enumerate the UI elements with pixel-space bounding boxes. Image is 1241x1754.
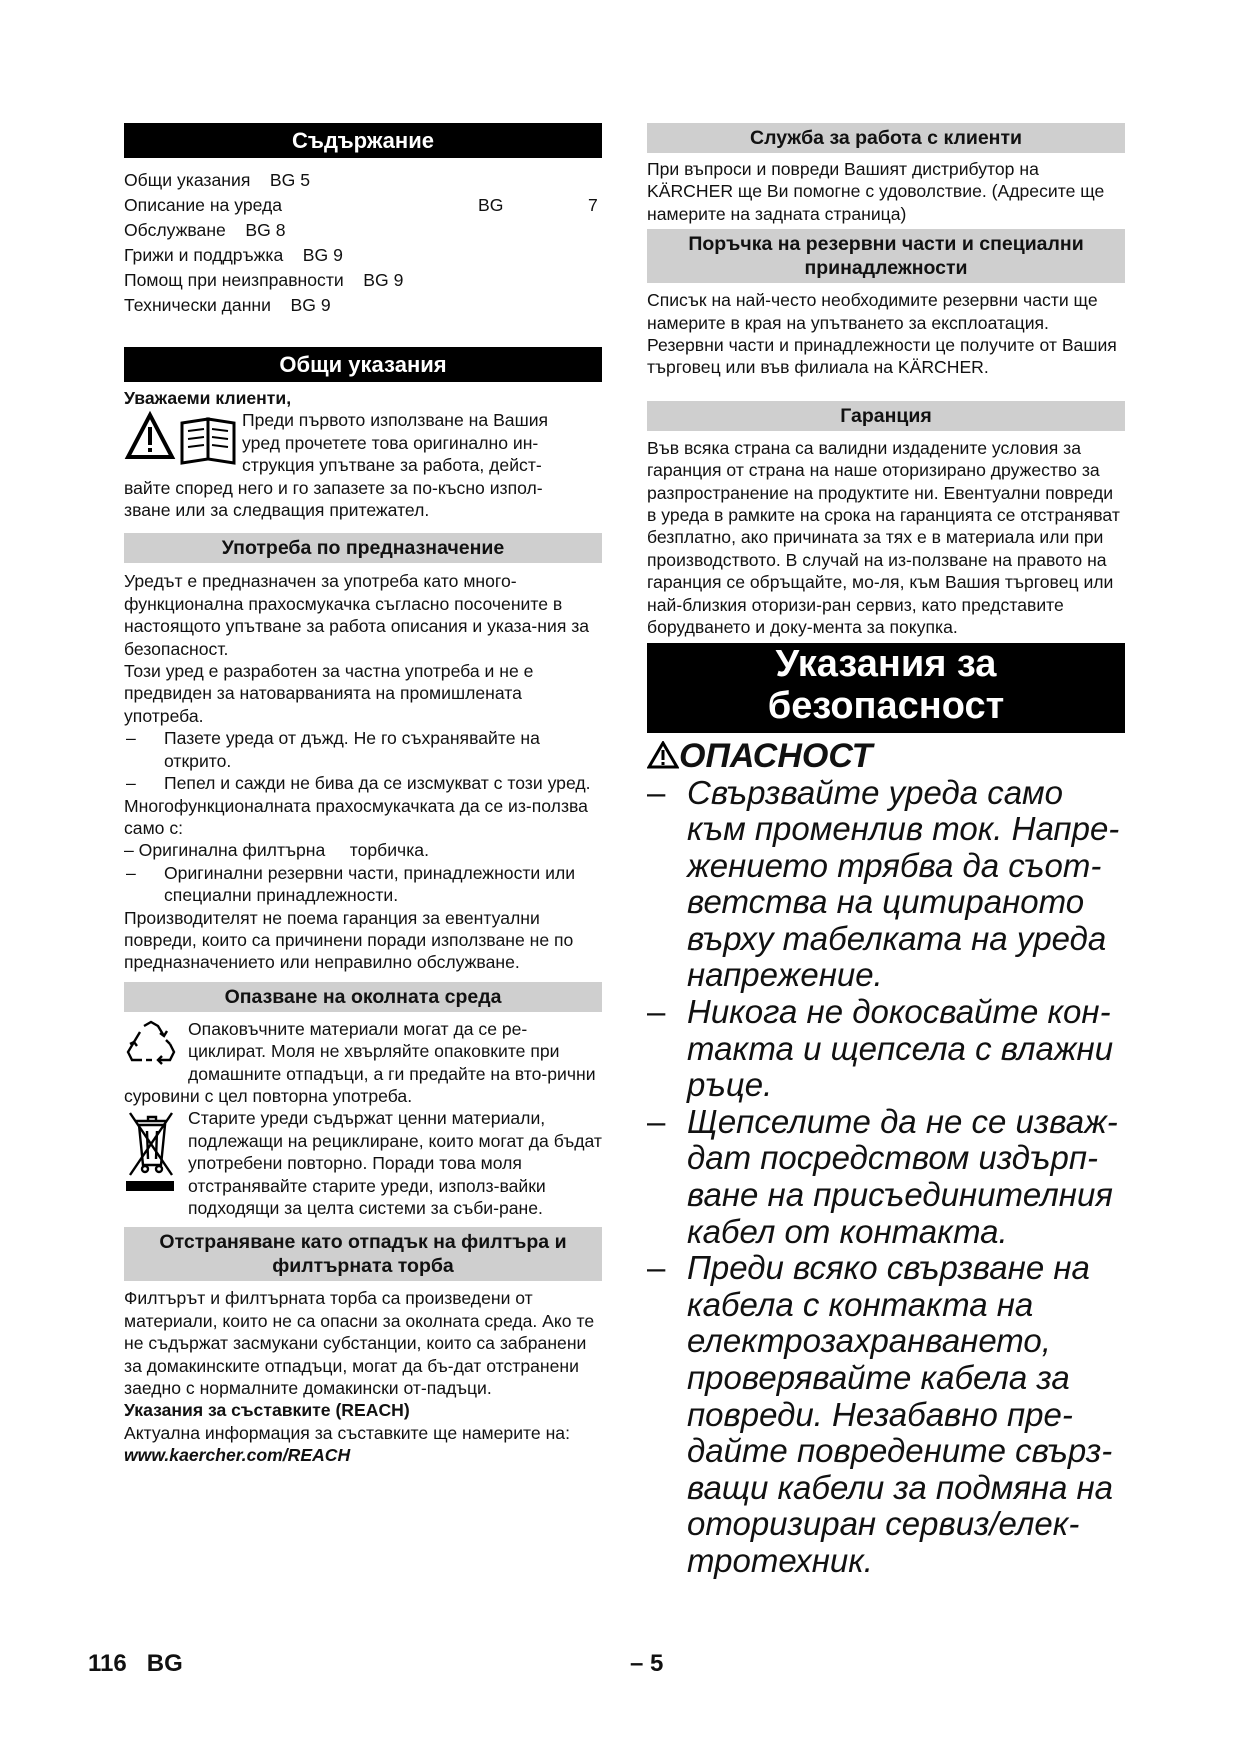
safety-item: – Свързвайте уреда само към променлив ток. Напре-жението трябва да съот-ветства на цитираното върху табелката на уреда напрежение. bbox=[647, 773, 1120, 994]
language-code: BG bbox=[146, 1650, 183, 1677]
toc-item[interactable]: Общи указания BG 5 bbox=[124, 170, 310, 190]
page-footer-center: – 5 bbox=[630, 1650, 664, 1677]
recycle-block: Опаковъчните материали могат да се ре-циклират. Моля не хвърляйте опаковките при домашните отпадъци, а ги предайте на вто-рични суровини с цел повторна употреба. bbox=[124, 1018, 596, 1106]
right-column bbox=[647, 123, 1125, 1580]
toc-heading: Съдържание bbox=[124, 123, 602, 158]
safety-heading: Указания за безопасност bbox=[647, 643, 1125, 733]
list-item: – Оригинални резервни части, принадлежности или специални принадлежности. bbox=[126, 862, 576, 906]
toc-item[interactable]: Описание на уреда BG 7 bbox=[124, 195, 598, 215]
list-item: – Оригинална филтърна торбичка. bbox=[124, 840, 429, 861]
left-column: Съдържание Общи указания BG 5 Описание на уреда BG 7 Обслужване BG 8 Грижи и поддръжка BG 9 Помощ при неизправности BG 9 Технически данни BG 9 Общи указания Уважаеми клиенти, Преди първото използване на Вашия уред прочетете това оригинално ин- струкция упътване за работа, дейст- вайте според него и го запазете за по-късно изпол- зване или за следващия притежател. Употреба по предназначение Уредът е предназначен за употреба като много-функционална прахосмукачка съгласно посочените в настоящото упътване за работа описания и указа-ния за безопасност. Този уред е разработен за частна употреба и не е предвиден за натоварванията на промишлената употреба. – Пазете уреда от дъжд. Не го съхранявайте на открито. – Пепел и сажди не бива да се изсмукват с този уред. Многофункционалната прахосмукачката да се из-ползва само с: – Оригинална филтърна торбичка. – Оригинални резервни части, принадлежности или специални принадлежности. Производителят не поема гаранция за евентуални повреди, които са причинени поради използване не по предназначението или неправилно обслужване. Опазване на околната среда Опаковъчните материали могат да се ре-циклират. Моля не хвърляйте опаковките при домашните отпадъци, а ги предайте на вто-рични суровини с цел повторна употреба. Старите уреди съдържат ценни материали, подлежащи на рециклиране, които могат да бъдат употребени повторно. Поради това моля отстранявайте старите уреди, използ-вайки подходящи за целта системи за съби-ране. Отстраняване като отпадък на филтъра и филтърната торба Филтърът и филтърната торба са произведени от материали, които не са опасни за околната среда. Ако те не съдържат засмукани субстанции, които са забранени за домакинските отпадъци, могат да бъ-дат отстранени заедно с нормалните домакински от-падъци. Указания за съставките (REACH) Актуална информация за съставките ще намерите на: www.kaercher.com/REACH bbox=[124, 123, 602, 1467]
warning-triangle-icon bbox=[647, 741, 679, 769]
reach-link[interactable]: www.kaercher.com/REACH bbox=[124, 1445, 351, 1466]
intro-block: Преди първото използване на Вашия уред прочетете това оригинално ин- струкция упътване за работа, дейст- bbox=[124, 409, 602, 476]
toc-item[interactable]: Технически данни BG 9 bbox=[124, 295, 331, 315]
greeting: Уважаеми клиенти, bbox=[124, 388, 292, 408]
danger-label: ОПАСНОСТ bbox=[647, 737, 1125, 775]
page-number: 116 bbox=[88, 1650, 127, 1677]
intended-use-para: Производителят не поема гаранция за евентуални повреди, които са причинени поради използване не по предназначението или неправилно обслужване. bbox=[124, 907, 574, 973]
intended-use-para: Уредът е предназначен за употреба като много-функционална прахосмукачка съгласно посочените в настоящото упътване за работа описания и указа-ния за безопасност. bbox=[124, 571, 590, 659]
intended-use-para: Този уред е разработен за частна употреба и не е предвиден за натоварванията на промишлената употреба. bbox=[124, 661, 534, 726]
weee-block: Старите уреди съдържат ценни материали, подлежащи на рециклиране, които могат да бъдат употребени повторно. Поради това моля отстранявайте старите уреди, използ-вайки подходящи за целта системи за съби-ране. bbox=[124, 1107, 602, 1219]
crossed-bin-icon bbox=[124, 1107, 188, 1207]
parts-text: Списък на най-често необходимите резервни части ще намерите в края на упътването за експлоатация. Резервни части и принадлежности це получите от Вашия търговец или във филиала на KÄRCHER. bbox=[647, 290, 1117, 378]
warning-manual-icons bbox=[124, 409, 242, 476]
intended-use-para: Многофункционалната прахосмукачката да се из-ползва само с: bbox=[124, 795, 588, 838]
disposal-text: Филтърът и филтърната торба са произведени от материали, които не са опасни за околната среда. Ако те не съдържат засмукани субстанции, които са забранени за домакинските отпадъци, могат да бъ-дат отстранени заедно с нормалните домакински от-падъци. bbox=[124, 1288, 595, 1399]
safety-item: – Щепселите да не се изваж-дат посредством издърп-ване на присъединителния кабел от контакта. bbox=[647, 1102, 1118, 1250]
toc-item[interactable]: Обслужване BG 8 bbox=[124, 220, 286, 240]
toc-item[interactable]: Помощ при неизправности BG 9 bbox=[124, 270, 404, 290]
list-item: – Пазете уреда от дъжд. Не го съхранявайте на открито. bbox=[126, 728, 540, 771]
disposal-heading: Отстраняване като отпадък на филтъра и филтърната торба bbox=[124, 1227, 602, 1281]
recycle-icon bbox=[124, 1018, 188, 1078]
warning-triangle-book-icon bbox=[124, 409, 242, 467]
general-heading: Общи указания bbox=[124, 347, 602, 382]
intended-use-heading: Употреба по предназначение bbox=[124, 533, 602, 563]
service-text: При въпроси и повреди Вашият дистрибутор на KÄRCHER ще Ви помогне с удоволствие. (Адресите ще намерите на задната страница) bbox=[647, 159, 1105, 224]
toc-item[interactable]: Грижи и поддръжка BG 9 bbox=[124, 245, 343, 265]
warranty-heading: Гаранция bbox=[647, 401, 1125, 431]
reach-title: Указания за съставките (REACH) bbox=[124, 1400, 410, 1421]
parts-heading: Поръчка на резервни части и специални принадлежности bbox=[647, 229, 1125, 283]
safety-item: – Преди всяко свързване на кабела с контакта на електрозахранването, проверявайте кабела за повреди. Незабавно пре-дайте повредените свърз-ващи кабели за подмяна на оторизиран сервиз/елек-тротехник. bbox=[647, 1249, 1114, 1579]
service-heading: Служба за работа с клиенти bbox=[647, 123, 1125, 153]
warranty-text: Във всяка страна са валидни издадените условия за гаранция от страна на наше оторизирано дружество за разпространение на продуктите ни. Евентуални повреди в уреда в рамките на срока на гаранцията се отстраняват безплатно, ако причината за тях е в материала или при производството. В случай на из-ползване на правото на гаранция се обръщайте, мо-ля, към Вашия търговец или най-близкия оторизи-ран сервиз, като представите борудването и доку-мента за покупка. bbox=[647, 437, 1120, 638]
page-footer-left bbox=[88, 1650, 183, 1678]
toc-list bbox=[124, 168, 602, 318]
safety-item: – Никога не докосвайте кон-такта и щепсела с влажни ръце. bbox=[647, 993, 1114, 1104]
list-item: – Пепел и сажди не бива да се изсмукват с този уред. bbox=[126, 773, 591, 794]
environment-heading: Опазване на околната среда bbox=[124, 982, 602, 1012]
reach-text: Актуална информация за съставките ще намерите на: bbox=[124, 1422, 570, 1443]
